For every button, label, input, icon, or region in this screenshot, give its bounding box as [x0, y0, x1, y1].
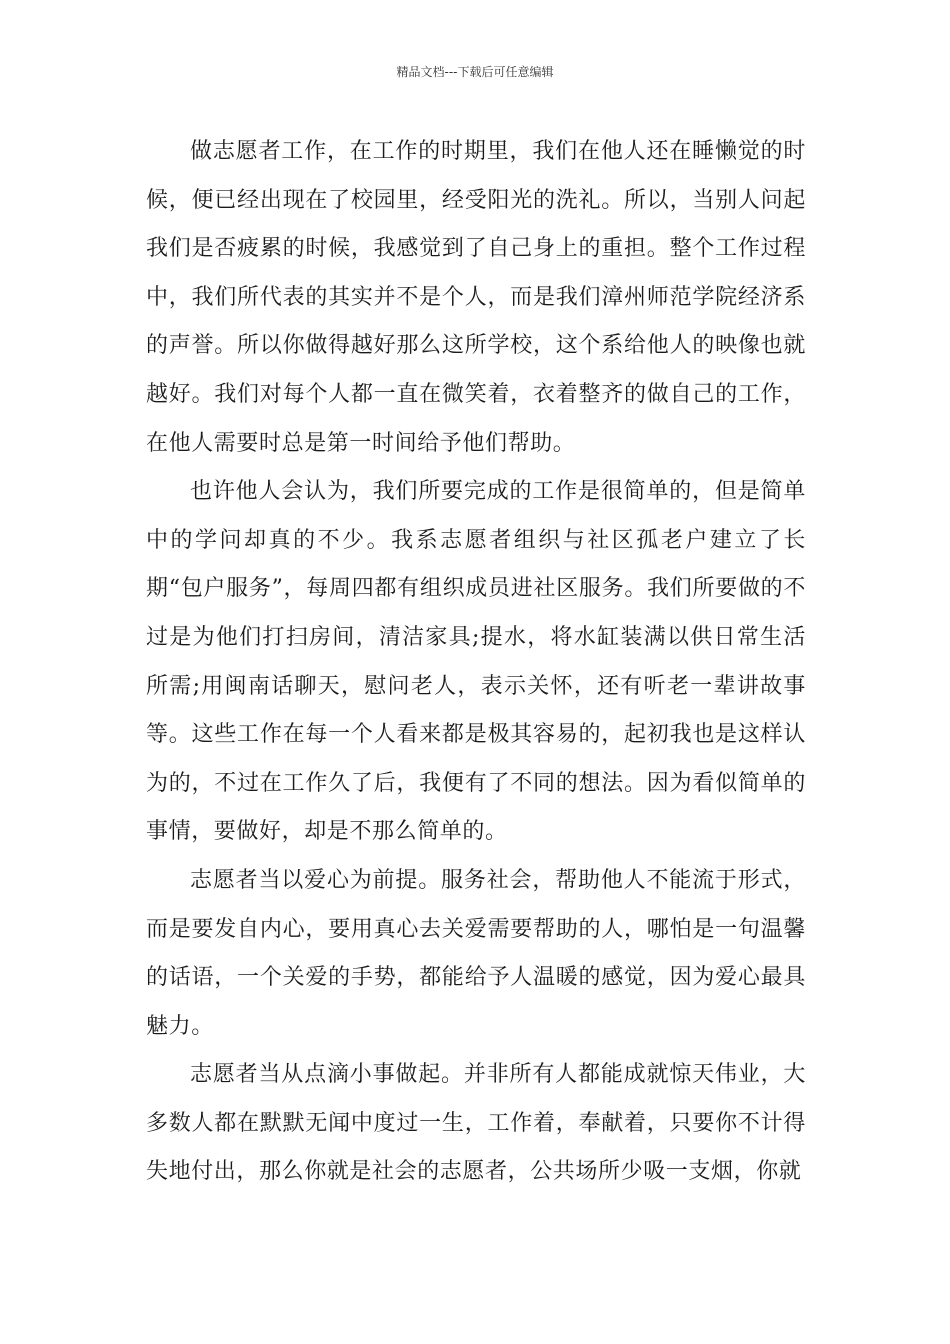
paragraph-1: 做志愿者工作，在工作的时期里，我们在他人还在睡懒觉的时候，便已经出现在了校园里，经受阳光的洗礼。所以，当别人问起我们是否疲累的时候，我感觉到了自己身上的重担。整个工作过程中，我们所代表的其实并不是个人，而是我们漳州师范学院经济系的声誉。所以你做得越好那么这所学校，这个系给他人的映像也就越好。我们对每个人都一直在微笑着，衣着整齐的做自己的工作，在他人需要时总是第一时间给予他们帮助。 — [146, 139, 806, 456]
paragraph-3: 志愿者当以爱心为前提。服务社会，帮助他人不能流于形式，而是要发自内心，要用真心去关爱需要帮助的人，哪怕是一句温馨的话语，一个关爱的手势，都能给予人温暖的感觉，因为爱心最具魅力。 — [146, 867, 806, 1039]
document-body — [146, 128, 806, 1197]
page-header: 精品文档---下载后可任意编辑 — [396, 65, 554, 79]
paragraph-2: 也许他人会认为，我们所要完成的工作是很简单的，但是简单中的学问却真的不少。我系志愿者组织与社区孤老户建立了长期“包户服务”，每周四都有组织成员进社区服务。我们所要做的不过是为他们打扫房间，清洁家具;提水，将水缸装满以供日常生活所需;用闽南话聊天，慰问老人，表示关怀，还有听老一辈讲故事等。这些工作在每一个人看来都是极其容易的，起初我也是这样认为的，不过在工作久了后，我便有了不同的想法。因为看似简单的事情，要做好，却是不那么简单的。 — [146, 479, 806, 845]
paragraph-4: 志愿者当从点滴小事做起。并非所有人都能成就惊天伟业，大多数人都在默默无闻中度过一生，工作着，奉献着，只要你不计得失地付出，那么你就是社会的志愿者，公共场所少吸一支烟，你就 — [146, 1062, 806, 1185]
